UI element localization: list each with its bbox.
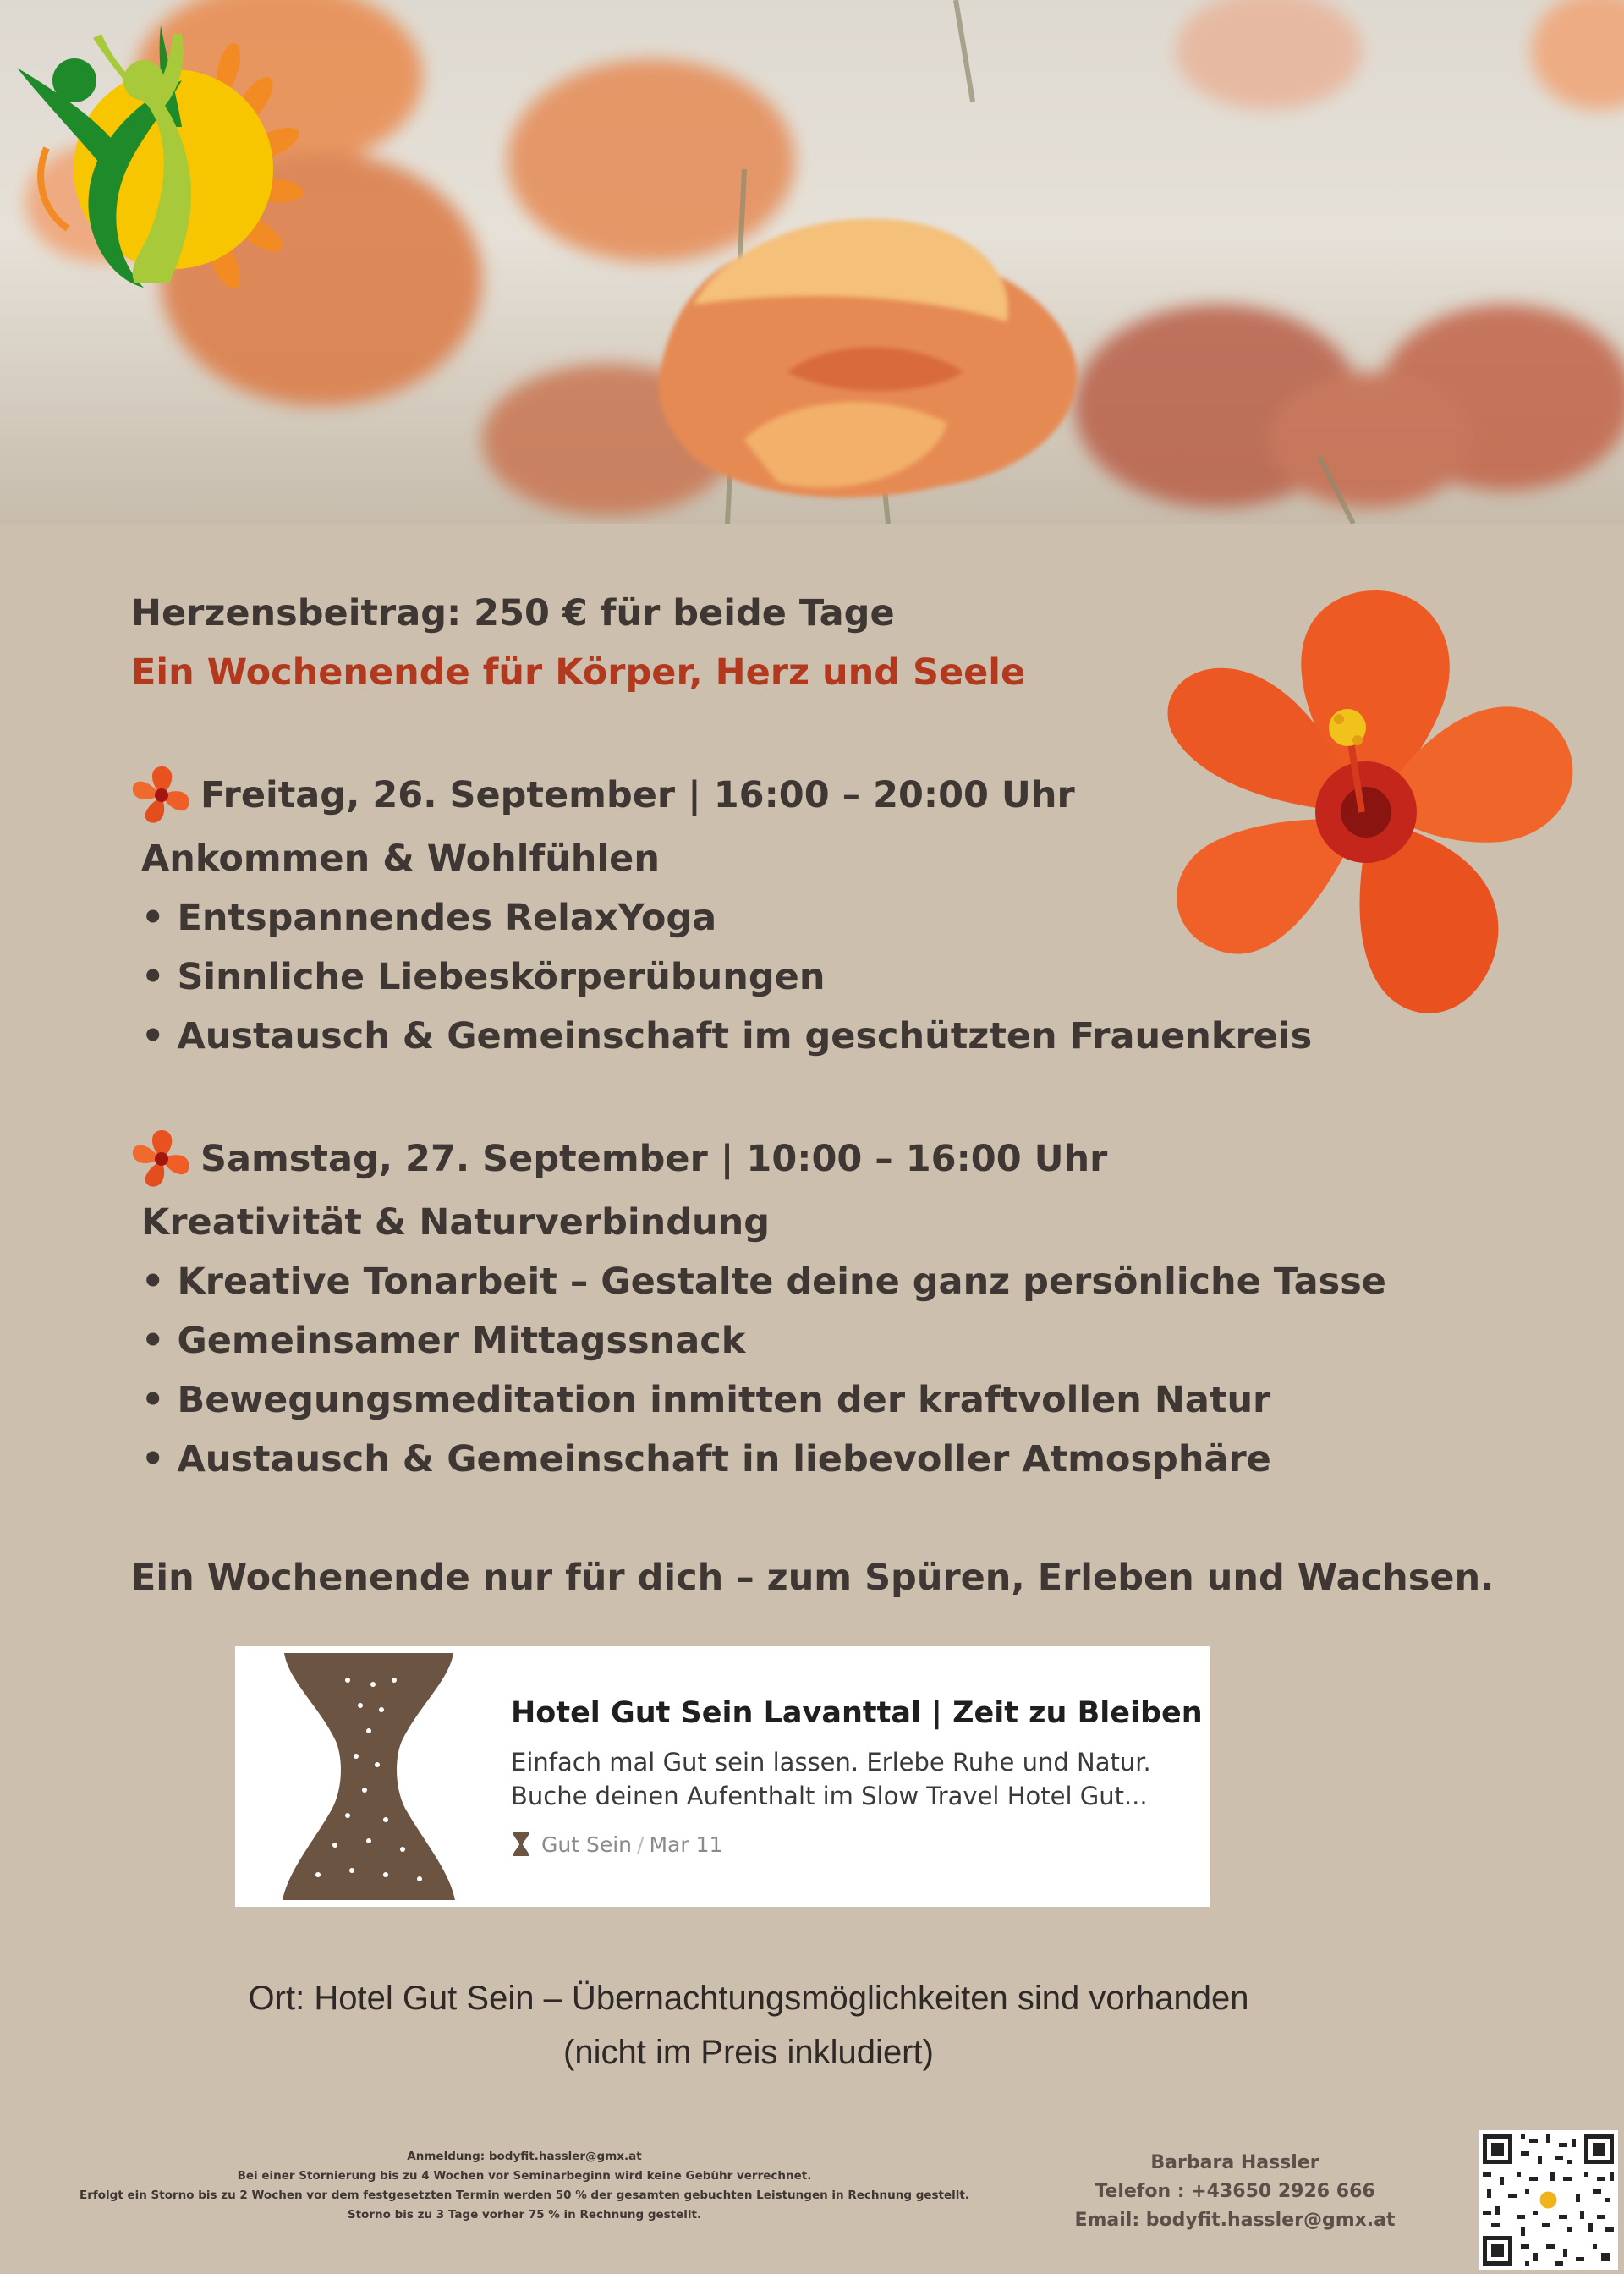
friday-item: • Austausch & Gemeinschaft im geschützten Frauenkreis [141, 1015, 1313, 1057]
hibiscus-icon [128, 761, 195, 829]
saturday-item: • Gemeinsamer Mittagssnack [141, 1320, 746, 1362]
card-separator: / [637, 1832, 645, 1857]
friday-theme: Ankommen & Wohlfühlen [141, 838, 660, 880]
hotel-vase-logo [267, 1646, 470, 1907]
contact-name: Barbara Hassler [1150, 2152, 1320, 2173]
card-date: Mar 11 [649, 1832, 723, 1857]
terms-line: Erfolgt ein Storno bis zu 2 Wochen vor dem festgesetzten Termin werden 50 % der gesamten gebuchten Leistungen in Rechnung gestellt. [79, 2189, 970, 2202]
hotel-link-card[interactable] [235, 1646, 1210, 1907]
saturday-heading [131, 1125, 1484, 1193]
qr-code-icon[interactable] [1479, 2130, 1618, 2270]
saturday-heading-text: Samstag, 27. September | 10:00 – 16:00 Uhr [200, 1138, 1108, 1180]
saturday-item: • Bewegungsmeditation inmitten der kraftvollen Natur [141, 1379, 1271, 1421]
brand-logo-icon [0, 0, 304, 305]
contact-email[interactable]: Email: bodyfit.hassler@gmx.at [1074, 2210, 1396, 2231]
terms-line: Storno bis zu 3 Tage vorher 75 % in Rechnung gestellt. [347, 2208, 702, 2222]
card-title[interactable]: Hotel Gut Sein Lavanttal | Zeit zu Bleiben [511, 1696, 1203, 1730]
friday-heading-text: Freitag, 26. September | 16:00 – 20:00 Uhr [200, 774, 1075, 816]
event-subtitle: Ein Wochenende für Körper, Herz und Seele [131, 651, 1026, 694]
event-details [131, 584, 1495, 1607]
location-line: Ort: Hotel Gut Sein – Übernachtungsmöglichkeiten sind vorhanden [248, 1980, 1249, 2017]
card-meta [511, 1832, 1203, 1857]
friday-item: • Sinnliche Liebeskörperübungen [141, 956, 826, 998]
terms-line: Bei einer Stornierung bis zu 4 Wochen vor Seminarbeginn wird keine Gebühr verrechnet. [237, 2169, 812, 2183]
card-desc-line: Einfach mal Gut sein lassen. Erlebe Ruhe und Natur. [511, 1748, 1151, 1777]
hero-poppy-image [0, 0, 1624, 524]
location-info [0, 1971, 1497, 2079]
card-site: Gut Sein [541, 1832, 633, 1857]
saturday-theme: Kreativität & Naturverbindung [141, 1201, 771, 1244]
contact-phone[interactable]: Telefon : +43650 2926 666 [1095, 2181, 1375, 2202]
price-line: Herzensbeitrag: 250 € für beide Tage [131, 592, 895, 634]
hibiscus-icon [128, 1125, 195, 1193]
registration-line: Anmeldung: bodyfit.hassler@gmx.at [407, 2150, 642, 2163]
card-description [511, 1745, 1203, 1813]
saturday-item: • Kreative Tonarbeit – Gestalte deine ganz persönliche Tasse [141, 1261, 1386, 1303]
friday-item: • Entspannendes RelaxYoga [141, 897, 717, 939]
closing-line: Ein Wochenende nur für dich – zum Spüren, Erleben und Wachsen. [131, 1557, 1495, 1599]
card-desc-line: Buche deinen Aufenthalt im Slow Travel Hotel Gut... [511, 1782, 1148, 1810]
hourglass-icon [511, 1832, 531, 1857]
friday-heading [131, 761, 1484, 829]
cancellation-terms [34, 2147, 1015, 2225]
saturday-item: • Austausch & Gemeinschaft in liebevoller Atmosphäre [141, 1438, 1271, 1480]
contact-info [1066, 2149, 1404, 2235]
location-note: (nicht im Preis inkludiert) [563, 2034, 934, 2071]
